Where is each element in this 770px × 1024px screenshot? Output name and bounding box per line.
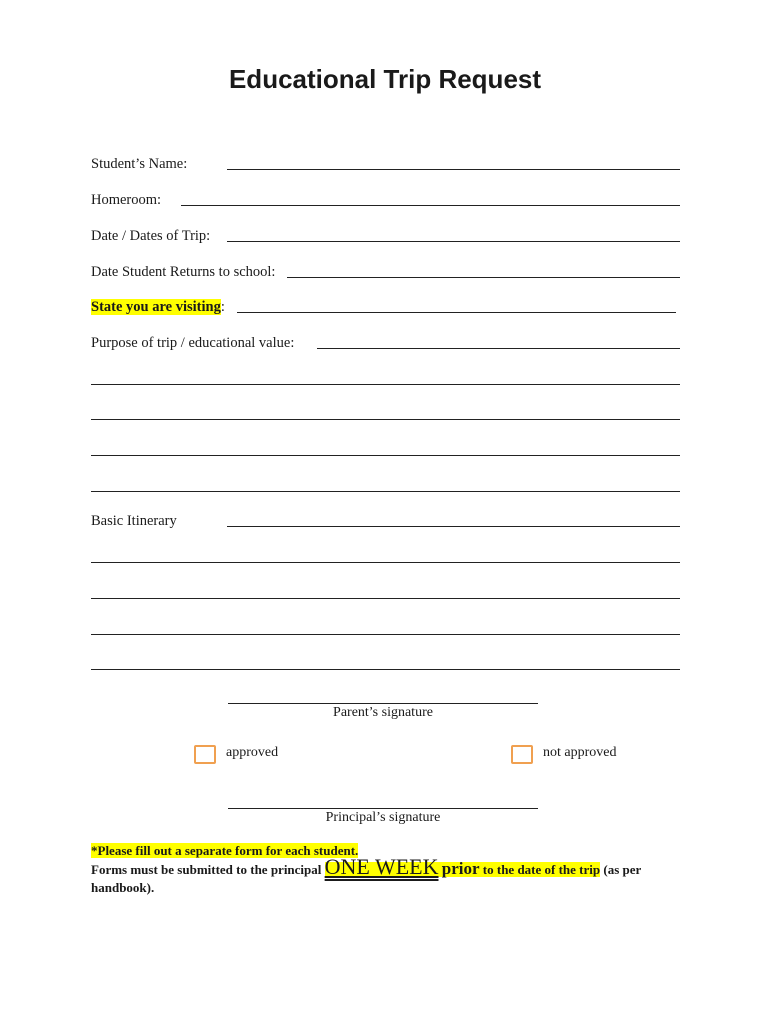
not-approved-checkbox[interactable] [511,745,533,764]
student-name-label: Student’s Name: [91,156,188,172]
page-title: Educational Trip Request [228,64,542,94]
submission-note [91,854,686,897]
state-colon: : [220,299,225,315]
principal-signature-label: Principal’s signature [325,810,441,825]
purpose-line-4[interactable] [91,491,680,492]
purpose-line-3[interactable] [91,455,680,456]
student-name-input-line[interactable] [227,169,680,170]
approved-label: approved [226,745,279,760]
to-date-text: to the date of the trip [482,862,601,877]
purpose-field [91,333,680,357]
itinerary-field [91,511,680,535]
state-label: State you are visiting [91,299,221,315]
purpose-line-1[interactable] [91,384,680,385]
parent-signature-line[interactable] [228,703,538,704]
purpose-line-2[interactable] [91,419,680,420]
return-date-label: Date Student Returns to school: [91,264,276,280]
itinerary-input-line[interactable] [227,526,680,527]
student-name-field [91,154,680,178]
handbook-suffix: (as per handbook). [91,862,642,895]
trip-dates-label: Date / Dates of Trip: [91,228,211,244]
return-date-input-line[interactable] [287,277,680,278]
trip-dates-field [91,226,680,250]
purpose-input-line[interactable] [317,348,680,349]
separate-form-note: *Please fill out a separate form for each student. [91,843,359,858]
state-input-line[interactable] [237,312,676,313]
state-field [91,297,680,321]
itinerary-line-2[interactable] [91,598,680,599]
prior-text: prior [441,859,480,878]
return-date-field [91,262,680,286]
homeroom-input-line[interactable] [181,205,680,206]
principal-signature-line[interactable] [228,808,538,809]
itinerary-line-3[interactable] [91,634,680,635]
homeroom-field [91,190,680,214]
itinerary-label: Basic Itinerary [91,513,177,529]
trip-dates-input-line[interactable] [227,241,680,242]
homeroom-label: Homeroom: [91,192,162,208]
itinerary-line-4[interactable] [91,669,680,670]
approved-checkbox[interactable] [194,745,216,764]
parent-signature-label: Parent’s signature [333,705,433,720]
forms-prefix: Forms must be submitted to the principal [91,862,322,877]
not-approved-label: not approved [543,745,617,760]
one-week-text: ONE WEEK [324,854,439,879]
purpose-label: Purpose of trip / educational value: [91,335,295,351]
itinerary-line-1[interactable] [91,562,680,563]
